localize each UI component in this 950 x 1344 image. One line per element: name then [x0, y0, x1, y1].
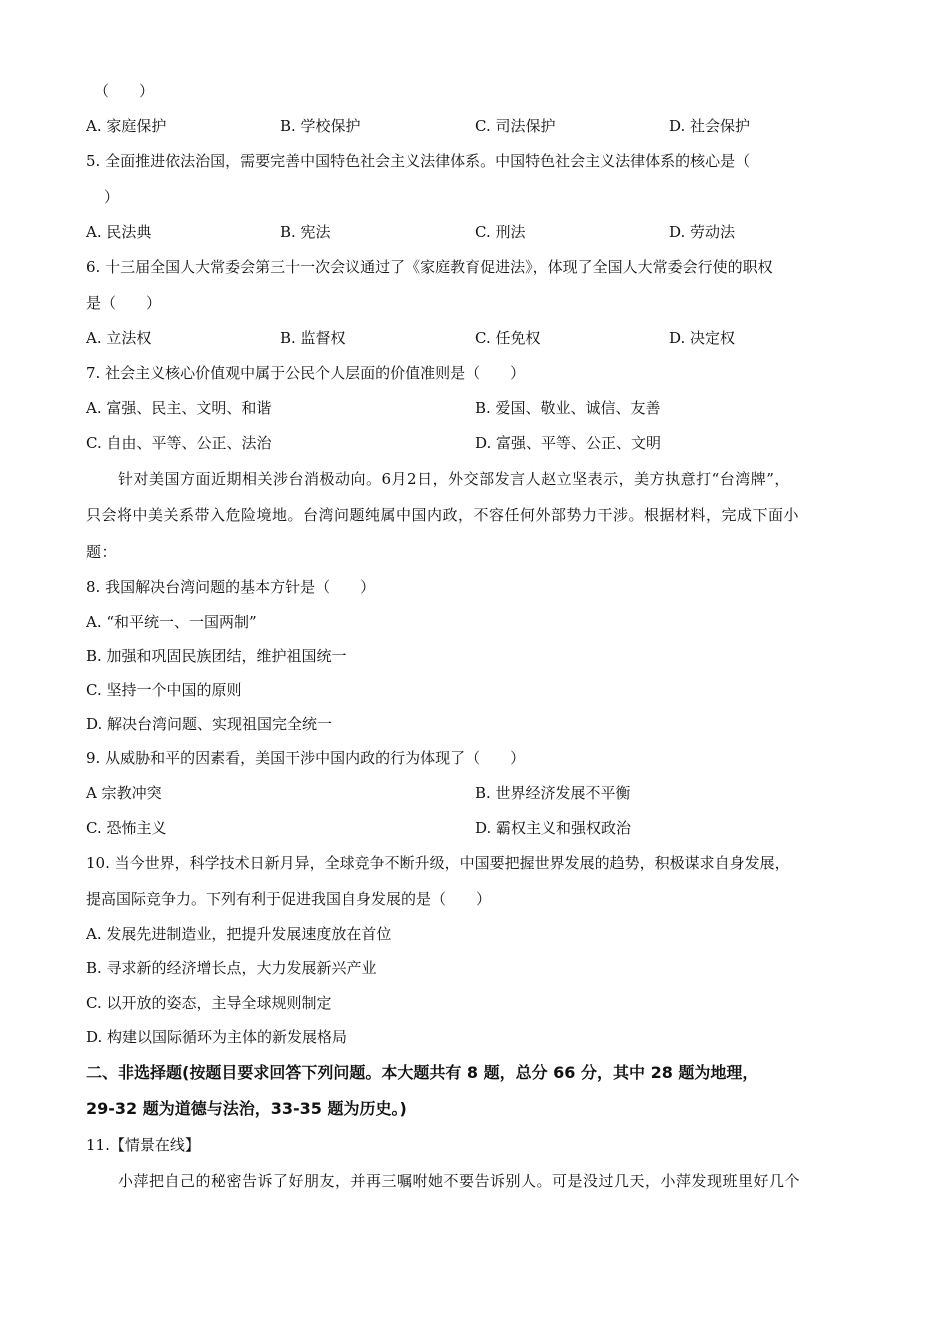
q5-option-c: C. 刑法 — [475, 223, 526, 241]
section-2-heading-continuation: 29-32 题为道德与法治，33-35 题为历史。) — [86, 1099, 407, 1118]
q10-stem-continuation: 提高国际竞争力。下列有利于促进我国自身发展的是（ ） — [86, 890, 492, 908]
q7-option-d: D. 富强、平等、公正、文明 — [475, 434, 662, 452]
q11-scenario-text: 小萍把自己的秘密告诉了好朋友，并再三嘱咐她不要告诉别人。可是没过几天，小萍发现班里好几个 — [118, 1172, 801, 1190]
q7-option-b: B. 爱国、敬业、诚信、友善 — [475, 399, 661, 417]
q8-option-d: D. 解决台湾问题、实现祖国完全统一 — [86, 715, 333, 733]
q8-stem: 8. 我国解决台湾问题的基本方针是（ ） — [86, 578, 376, 596]
q5-option-a: A. 民法典 — [86, 223, 152, 241]
q5-option-b: B. 宪法 — [280, 223, 331, 241]
q8-option-c: C. 坚持一个中国的原则 — [86, 681, 242, 699]
q6-option-c: C. 任免权 — [475, 329, 541, 347]
q10-option-b: B. 寻求新的经济增长点，大力发展新兴产业 — [86, 959, 377, 977]
q6-option-d: D. 决定权 — [669, 329, 736, 347]
q5-option-d: D. 劳动法 — [669, 223, 736, 241]
q6-stem: 6. 十三届全国人大常委会第三十一次会议通过了《家庭教育促进法》，体现了全国人大常委会行使的职权 — [86, 258, 773, 276]
q4-stem-continuation: （ ） — [94, 82, 155, 100]
section-2-heading: 二、非选择题(按题目要求回答下列问题。本大题共有 8 题，总分 66 分，其中 28 题为地理， — [86, 1063, 759, 1082]
q6-option-b: B. 监督权 — [280, 329, 346, 347]
q5-stem-continuation: ） — [104, 188, 120, 206]
q9-option-d: D. 霸权主义和强权政治 — [475, 819, 632, 837]
q10-option-c: C. 以开放的姿态，主导全球规则制定 — [86, 994, 332, 1012]
q4-option-c: C. 司法保护 — [475, 117, 556, 135]
material-line-3: 题： — [86, 543, 118, 561]
q9-option-b: B. 世界经济发展不平衡 — [475, 784, 631, 802]
q7-stem: 7. 社会主义核心价值观中属于公民个人层面的价值准则是（ ） — [86, 364, 526, 382]
q10-option-d: D. 构建以国际循环为主体的新发展格局 — [86, 1028, 348, 1046]
q6-option-a: A. 立法权 — [86, 329, 152, 347]
q7-option-c: C. 自由、平等、公正、法治 — [86, 434, 272, 452]
q8-option-b: B. 加强和巩固民族团结，维护祖国统一 — [86, 647, 347, 665]
q7-option-a: A. 富强、民主、文明、和谐 — [86, 399, 272, 417]
q10-option-a: A. 发展先进制造业，把提升发展速度放在首位 — [86, 925, 392, 943]
q8-option-a: A. “和平统一、一国两制” — [86, 613, 257, 631]
q9-option-a: A 宗教冲突 — [86, 784, 162, 802]
q10-stem: 10. 当今世界，科学技术日新月异，全球竞争不断升级，中国要把握世界发展的趋势，积极谋求自身发展， — [86, 854, 790, 872]
q9-stem: 9. 从威胁和平的因素看，美国干涉中国内政的行为体现了（ ） — [86, 749, 526, 767]
q11-header: 11.【情景在线】 — [86, 1136, 200, 1154]
q5-stem: 5. 全面推进依法治国，需要完善中国特色社会主义法律体系。中国特色社会主义法律体系的核心是（ — [86, 152, 751, 170]
q4-option-d: D. 社会保护 — [669, 117, 751, 135]
q4-option-b: B. 学校保护 — [280, 117, 361, 135]
material-line-2: 只会将中美关系带入危险境地。台湾问题纯属中国内政，不容任何外部势力干涉。根据材料，完成下面小 — [86, 506, 800, 524]
material-line-1: 针对美国方面近期相关涉台消极动向。6月2日，外交部发言人赵立坚表示，美方执意打“台湾牌”， — [118, 470, 790, 488]
q4-option-a: A. 家庭保护 — [86, 117, 167, 135]
q6-stem-continuation: 是（ ） — [86, 294, 162, 312]
q9-option-c: C. 恐怖主义 — [86, 819, 167, 837]
